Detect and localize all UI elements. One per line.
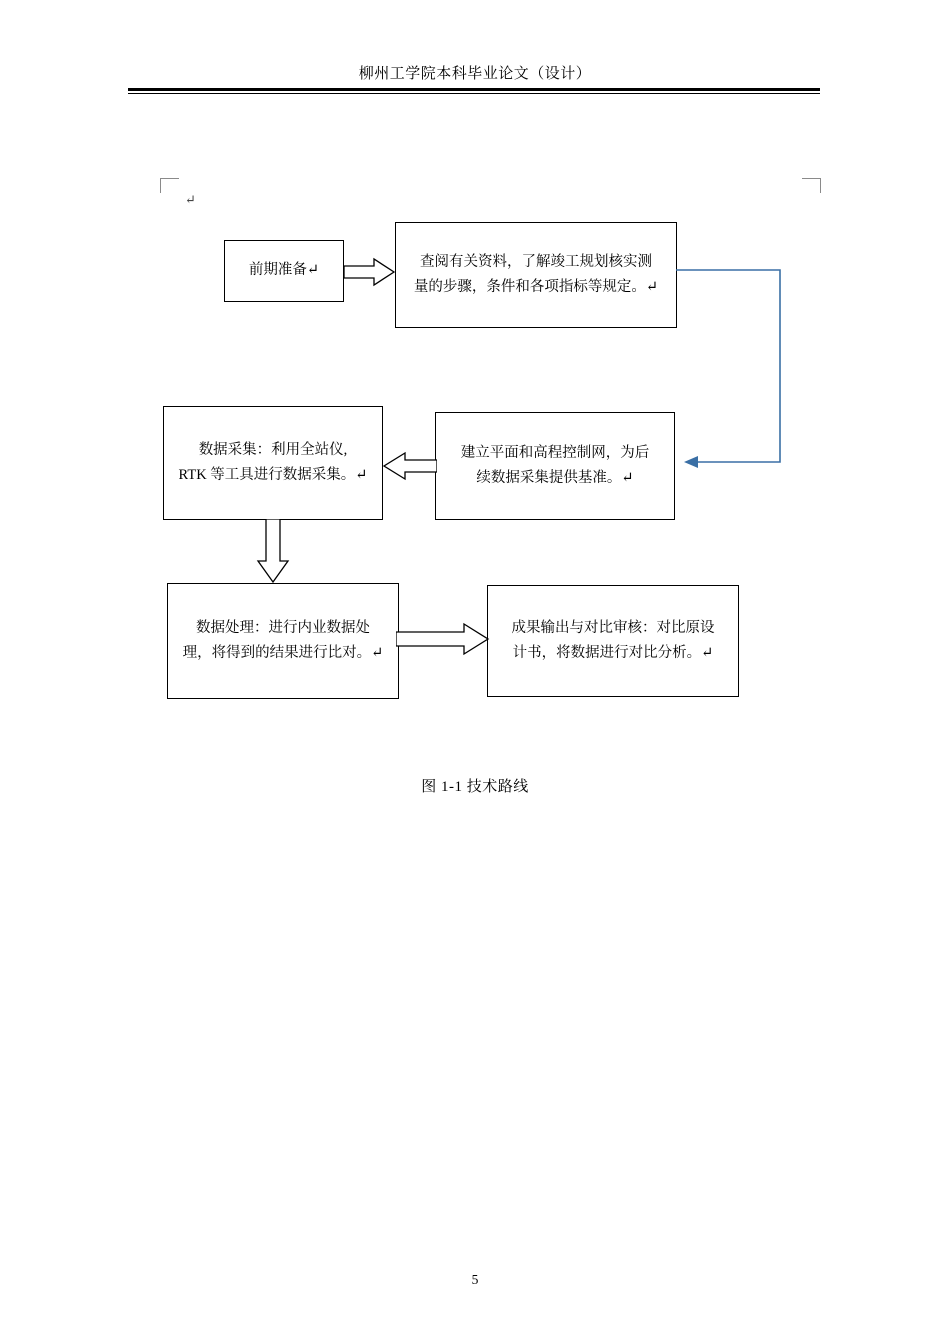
margin-mark-top-right <box>802 178 821 193</box>
page-number: 5 <box>471 1272 479 1287</box>
paragraph-mark: ↵ <box>185 192 196 207</box>
header-rule-thin <box>128 93 820 94</box>
flow-box-data-collection <box>163 406 383 520</box>
arrow-preparation-to-review <box>344 256 396 288</box>
flow-box-output-review-line-1: 成果输出与对比审核：对比原设 <box>511 619 715 636</box>
flow-box-data-processing-line-1: 数据处理：进行内业数据处 <box>196 619 370 636</box>
flow-box-control-network <box>435 412 675 520</box>
margin-mark-top-left <box>160 178 179 193</box>
page-header-title: 柳州工学院本科毕业论文（设计） <box>358 66 592 82</box>
flow-box-preparation <box>224 240 344 302</box>
flow-box-review-materials-line-1: 查阅有关资料，了解竣工规划核实测 <box>420 253 652 270</box>
flow-box-data-processing <box>167 583 399 699</box>
connector-review-to-network <box>676 265 786 470</box>
arrow-processing-to-output <box>396 622 490 656</box>
flow-box-control-network-line-1: 建立平面和高程控制网，为后 <box>460 444 650 461</box>
flow-box-data-collection-line-1: 数据采集：利用全站仪, <box>198 441 348 458</box>
header-rule-thick <box>128 88 820 91</box>
figure-caption: 图 1-1 技术路线 <box>421 779 529 795</box>
flow-box-data-processing-line-2: 理，将得到的结果进行比对。↵ <box>182 645 384 661</box>
arrow-network-to-collection <box>381 450 437 482</box>
arrow-collection-to-processing <box>256 519 290 585</box>
flow-box-output-review <box>487 585 739 697</box>
flow-box-control-network-line-2: 续数据采集提供基准。↵ <box>476 470 634 486</box>
flow-box-data-collection-line-2: RTK 等工具进行数据采集。↵ <box>178 467 368 483</box>
flow-box-output-review-line-2: 计书，将数据进行对比分析。↵ <box>512 645 714 661</box>
flow-box-review-materials-line-2: 量的步骤，条件和各项指标等规定。↵ <box>413 279 659 295</box>
flow-box-preparation-line-1: 前期准备↵ <box>248 262 320 279</box>
flow-box-review-materials <box>395 222 677 328</box>
